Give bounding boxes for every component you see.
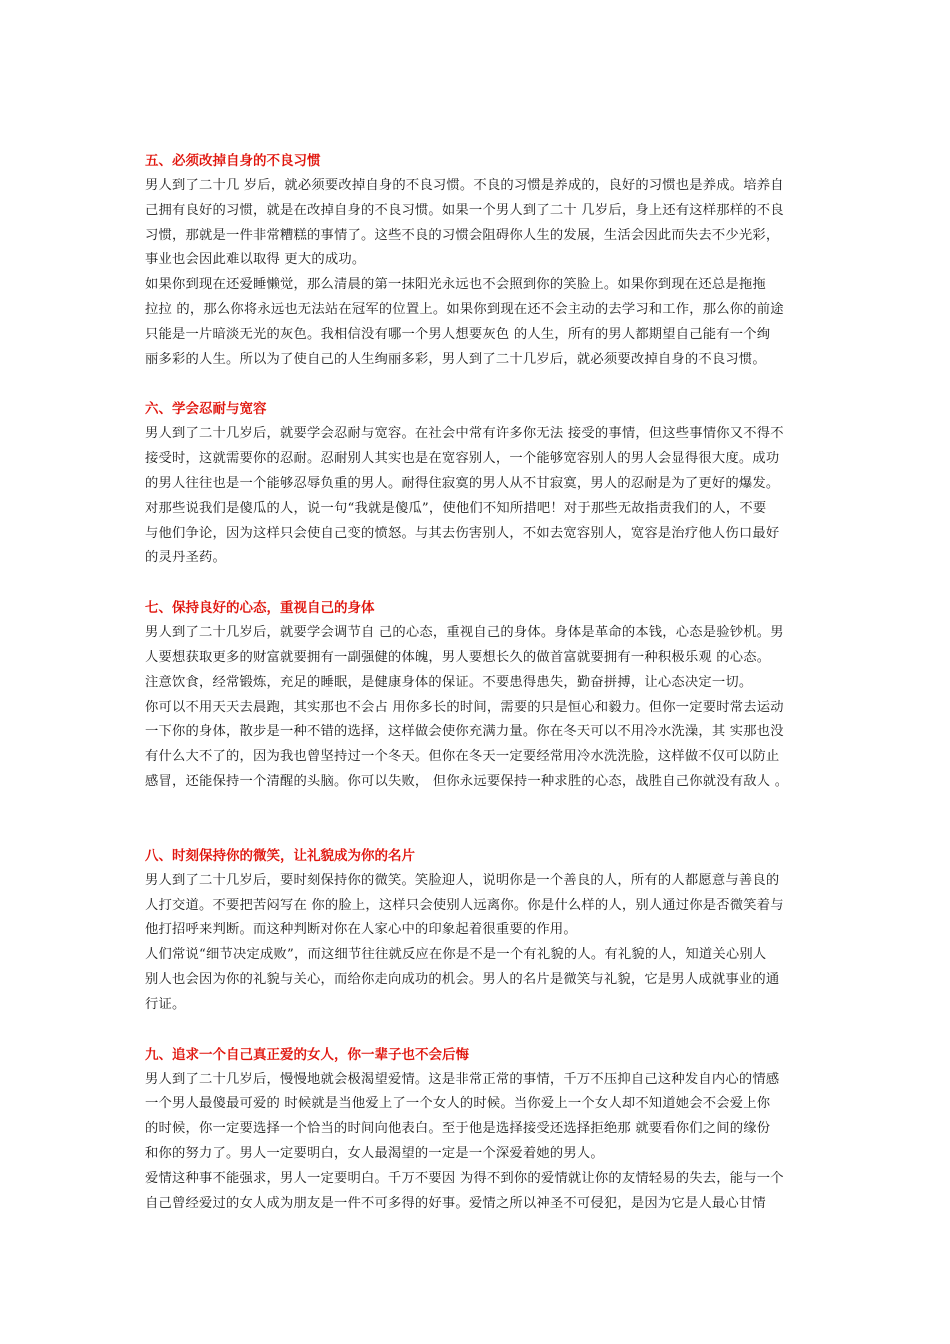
paragraph-line: 男人到了二十几岁后，慢慢地就会极渴望爱情。这是非常正常的事情，千万不压抑自己这种发自内心的情感 [145, 1071, 780, 1087]
paragraph-line: 你可以不用天天去晨跑，其实那也不会占 用你多长的时间，需要的只是恒心和毅力。但你一定要时常去运动 [145, 699, 784, 715]
paragraph-line: 一个男人最傻最可爱的 时候就是当他爱上了一个女人的时候。当你爱上一个女人却不知道她会不会爱上你 [145, 1096, 771, 1112]
section-heading: 八、时刻保持你的微笑，让礼貌成为你的名片 [145, 847, 415, 864]
section-heading: 五、必须改掉自身的不良习惯 [145, 153, 321, 169]
paragraph-line: 一下你的身体，散步是一种不错的选择，这样做会使你充满力量。你在冬天可以不用冷水洗澡，其 实那也没 [145, 724, 784, 740]
paragraph-line: 己拥有良好的习惯，就是在改掉自身的不良习惯。如果一个男人到了二十 几岁后，身上还有这样那样的不良 [145, 202, 784, 218]
paragraph-line: 他打招呼来判断。而这种判断对你在人家心中的印象起着很重要的作用。 [145, 922, 577, 938]
document-body [145, 148, 817, 1216]
paragraph-line: 习惯，那就是一件非常糟糕的事情了。这些不良的习惯会阻碍你人生的发展，生活会因此而失去不少光彩， [145, 227, 780, 243]
paragraph-line: 感冒，还能保持一个清醒的头脑。你可以失败， 但你永远要保持一种求胜的心态，战胜自己你就没有敌人 。 [145, 773, 789, 789]
section-heading: 七、保持良好的心态，重视自己的身体 [145, 600, 375, 617]
paragraph-line: 男人到了二十几岁后，就要学会忍耐与宽容。在社会中常有许多你无法 接受的事情，但这些事情你又不得不 [145, 426, 784, 442]
paragraph-line: 行证。 [145, 996, 186, 1012]
paragraph-line: 男人到了二十几 岁后，就必须要改掉自身的不良习惯。不良的习惯是养成的，良好的习惯也是养成。培养自 [145, 178, 784, 193]
section-6 [145, 396, 817, 571]
section-5 [145, 148, 817, 372]
paragraph-line: 有什么大不了的，因为我也曾坚持过一个冬天。但你在冬天一定要经常用冷水洗洗脸，这样做不仅可以防止 [145, 749, 780, 765]
paragraph-line: 和你的努力了。男人一定要明白，女人最渴望的一定是一个深爱着她的男人。 [145, 1145, 604, 1161]
paragraph-line: 与他们争论，因为这样只会使自己变的愤怒。与其去伤害别人，不如去宽容别人，宽容是治疗他人伤口最好 [145, 525, 780, 541]
section-heading: 六、学会忍耐与宽容 [145, 401, 267, 418]
paragraph-line: 的时候，你一定要选择一个恰当的时间向他表白。至于他是选择接受还选择拒绝那 就要看你们之间的缘份 [145, 1121, 771, 1137]
paragraph-line: 对那些说我们是傻瓜的人，说一句“我就是傻瓜”，使他们不知所措吧！对于那些无故指责我们的人，不要 [145, 500, 767, 516]
section-heading: 九、追求一个自己真正爱的女人，你一辈子也不会后悔 [145, 1046, 469, 1063]
paragraph-line: 的灵丹圣药。 [145, 550, 226, 566]
paragraph-line: 别人也会因为你的礼貌与关心，而给你走向成功的机会。男人的名片是微笑与礼貌，它是男人成就事业的通 [145, 971, 780, 987]
paragraph-line: 爱情这种事不能强求，男人一定要明白。千万不要因 为得不到你的爱情就让你的友情轻易的失去，能与一个 [145, 1170, 784, 1186]
paragraph-line: 自己曾经爱过的女人成为朋友是一件不可多得的好事。爱情之所以神圣不可侵犯，是因为它是人最心甘情 [145, 1195, 766, 1211]
paragraph-line: 接受时，这就需要你的忍耐。忍耐别人其实也是在宽容别人，一个能够宽容别人的男人会显得很大度。成功 [145, 451, 780, 467]
section-7 [145, 595, 817, 795]
paragraph-line: 男人到了二十几岁后，就要学会调节自 己的心态，重视自己的身体。身体是革命的本钱，心态是验钞机。男 [145, 625, 784, 641]
paragraph-line: 拉拉 的，那么你将永远也无法站在冠军的位置上。如果你到现在还不会主动的去学习和工作，那么你的前途 [145, 301, 784, 317]
paragraph-line: 事业也会因此难以取得 更大的成功。 [145, 252, 366, 268]
paragraph-line: 的男人往往也是一个能够忍辱负重的男人。耐得住寂寞的男人从不甘寂寞，男人的忍耐是为了更好的爆发。 [145, 475, 780, 491]
paragraph-line: 人打交道。不要把苦闷写在 你的脸上，这样只会使别人远离你。你是什么样的人，别人通过你是否微笑着与 [145, 897, 784, 913]
paragraph-line: 人们常说“细节决定成败”，而这细节往往就反应在你是不是一个有礼貌的人。有礼貌的人，知道关心别人 [145, 947, 767, 963]
paragraph-line: 丽多彩的人生。所以为了使自己的人生绚丽多彩，男人到了二十几岁后，就必须要改掉自身的不良习惯。 [145, 351, 766, 367]
section-8 [145, 843, 817, 1018]
paragraph-line: 如果你到现在还爱睡懒觉，那么清晨的第一抹阳光永远也不会照到你的笑脸上。如果你到现在还总是拖拖 [145, 277, 766, 293]
paragraph-line: 男人到了二十几岁后，要时刻保持你的微笑。笑脸迎人，说明你是一个善良的人，所有的人都愿意与善良的 [145, 872, 780, 888]
paragraph-line: 人要想获取更多的财富就要拥有一副强健的体魄，男人要想长久的做首富就要拥有一种积极乐观 的心态。 [145, 649, 771, 665]
paragraph-line: 注意饮食，经常锻炼，充足的睡眠，是健康身体的保证。不要患得患失，勤奋拼搏，让心态决定一切。 [145, 674, 753, 690]
section-9 [145, 1042, 817, 1217]
paragraph-line: 只能是一片暗淡无光的灰色。我相信没有哪一个男人想要灰色 的人生，所有的男人都期望自己能有一个绚 [145, 326, 771, 342]
